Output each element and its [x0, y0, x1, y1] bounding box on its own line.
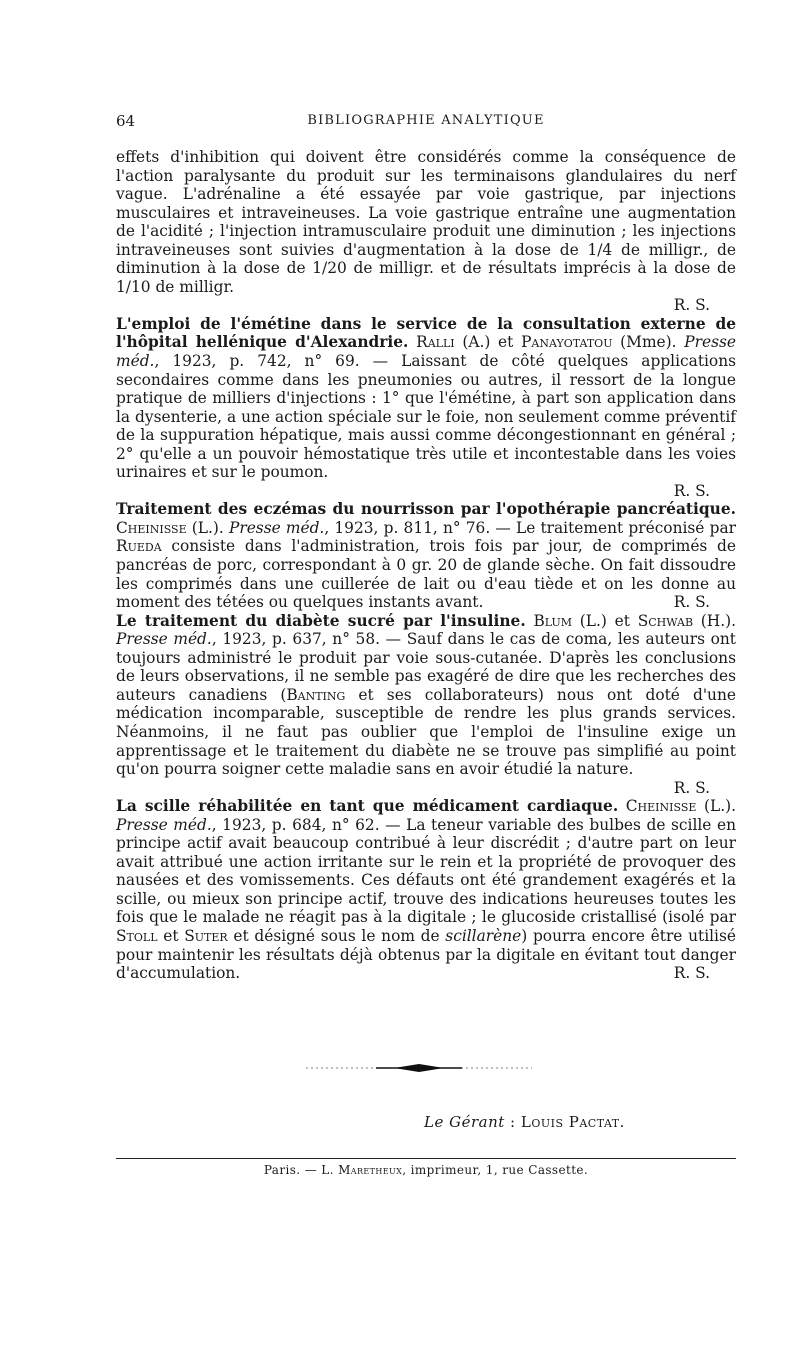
author-name: Blum — [533, 611, 572, 630]
journal-name: Presse méd. — [116, 630, 212, 649]
gerant-name: Louis Pactat. — [520, 1113, 625, 1131]
entry-text: et désigné sous le nom de — [227, 926, 446, 945]
page-number: 64 — [116, 112, 136, 130]
entry-text: et ses collaborateurs) nous ont doté d'une médication incomparable, susceptible de rendre les plus grands services. Néanmoins, il ne faut pas oublier que l'emploi de l'insuline exige un apprentissage et le traitement du diabète ne se trouve pas simplifié au point qu'on pourra soigner cette maladie sans en avoir étudié la nature. — [116, 685, 736, 779]
citation: , 1923, p. 637, n° 58. — — [211, 630, 407, 649]
imprint-text: Paris. — L. — [263, 1163, 339, 1177]
cited-name: Rueda — [116, 537, 162, 556]
entry-text: Sauf dans le cas de coma, les auteurs ont toujours administré le produit par voie sous-cutanée. D'après les conclusions de leurs observations, il ne semble pas exagéré de dire que les recherches des auteurs canadiens ( — [116, 630, 736, 704]
entry-text: Le traitement préconisé par — [515, 518, 736, 537]
cited-name: Stoll — [116, 926, 158, 945]
article-body — [116, 148, 736, 983]
entry-text: et — [157, 926, 185, 945]
gerant-line — [424, 1113, 625, 1131]
entry-text: consiste dans l'administration, trois fois par jour, de comprimés de pancréas de porc, correspondant à 0 gr. 20 de glande sèche. On fait dissoudre les comprimés dans une cuillerée de lait ou d'eau tiède et on les donne au moment des tétées ou quelques instants avant. — [116, 537, 736, 612]
citation: , 1923, p. 684, n° 62. — — [211, 815, 407, 834]
review-entry-scille — [116, 797, 736, 982]
entry-title: L'emploi de l'émétine dans le service de la consultation externe de l'hôpital hellénique d'Alexandrie. — [116, 314, 736, 352]
intro-paragraph — [116, 148, 736, 315]
gerant-separator: : — [504, 1113, 521, 1131]
citation: , 1923, p. 742, n° 69. — — [154, 352, 402, 371]
printer-imprint — [116, 1163, 736, 1177]
intro-text: effets d'inhibition qui doivent être considérés comme la conséquence de l'action paralysante du produit sur les terminaisons glandulaires du nerf vague. L'adrénaline a été essayée par voie gastrique, par injections musculaires et intraveineuses. La voie gastrique entraîne une augmentation de l'acidité ; l'injection intramusculaire produit une diminution ; les injections intraveineuses sont suivies d'augmentation à la dose de 1/4 de milligr., de diminution à la dose de 1/20 de milligr. et de résultats imprécis à la dose de 1/10 de milligr. — [116, 148, 736, 296]
entry-title: Traitement des eczémas du nourrisson par l'opothérapie pancréatique. — [116, 500, 736, 519]
signature: R. S. — [673, 964, 710, 983]
italic-term: scillarène — [445, 926, 522, 945]
signature: R. S. — [673, 593, 710, 612]
printer-name: Maretheux — [338, 1163, 403, 1177]
cited-name: Suter — [184, 926, 228, 945]
author-initial: (H.). — [693, 611, 737, 630]
footer-rule — [116, 1158, 736, 1159]
author-initial: (Mme). — [612, 333, 685, 352]
citation: , 1923, p. 811, n° 76. — — [324, 518, 516, 537]
author-name: Cheinisse — [625, 797, 697, 816]
page-header — [116, 112, 736, 136]
entry-title: La scille réhabilitée en tant que médicament cardiaque. — [116, 797, 619, 816]
journal-name: Presse méd. — [228, 518, 325, 537]
author-initial: (A.) et — [454, 333, 522, 352]
author-name: Ralli — [416, 333, 455, 352]
author-name: Panayotatou — [521, 333, 613, 352]
signature: R. S. — [673, 296, 710, 315]
journal-name: Presse méd. — [116, 333, 736, 371]
author-initial: (L.) et — [572, 611, 638, 630]
cited-name: Banting — [286, 685, 346, 704]
author-initial: (L.). — [186, 518, 229, 537]
review-entry-insuline — [116, 612, 736, 797]
review-entry-eczema — [116, 500, 736, 611]
end-ornament — [306, 1061, 532, 1075]
signature: R. S. — [673, 778, 710, 797]
signature: R. S. — [673, 481, 710, 500]
author-name: Cheinisse — [116, 518, 187, 537]
author-name: Schwab — [637, 611, 694, 630]
author-initial: (L.). — [696, 797, 736, 816]
imprint-text: , imprimeur, 1, rue Cassette. — [402, 1163, 589, 1177]
running-title: BIBLIOGRAPHIE ANALYTIQUE — [307, 113, 545, 128]
entry-text: ) pourra encore être utilisé pour maintenir les résultats déjà obtenus par la digitale en évitant tout danger d'accumulation. — [116, 926, 736, 983]
review-entry-emetine — [116, 315, 736, 500]
entry-text: Laissant de côté quelques applications secondaires comme dans les pneumonies ou autres, il ressort de la longue pratique de milliers d'injections : 1° que l'émétine, à part son application dans la dysenterie, a une action spéciale sur le foie, non seulement comme préventif de la suppuration hépatique, mais aussi comme décongestionnant en général ; 2° qu'elle a un pouvoir hémostatique très utile et incontestable dans les voies urinaires et sur le poumon. — [116, 352, 736, 482]
entry-title: Le traitement du diabète sucré par l'insuline. — [116, 611, 526, 630]
entry-text: La teneur variable des bulbes de scille en principe actif avait beaucoup contribué à leur discrédit ; d'autre part on leur avait attribué une action irritante sur le rein et la propriété de provoquer des nausées et des vomissements. Ces défauts ont été grandement exagérés et la scille, ou mieux son principe actif, trouve des indications heureuses toutes les fois que le malade ne réagit pas à la digitale ; le glucoside cristallisé (isolé par — [116, 815, 736, 927]
journal-name: Presse méd. — [116, 815, 212, 834]
gerant-label: Le Gérant — [424, 1113, 505, 1131]
